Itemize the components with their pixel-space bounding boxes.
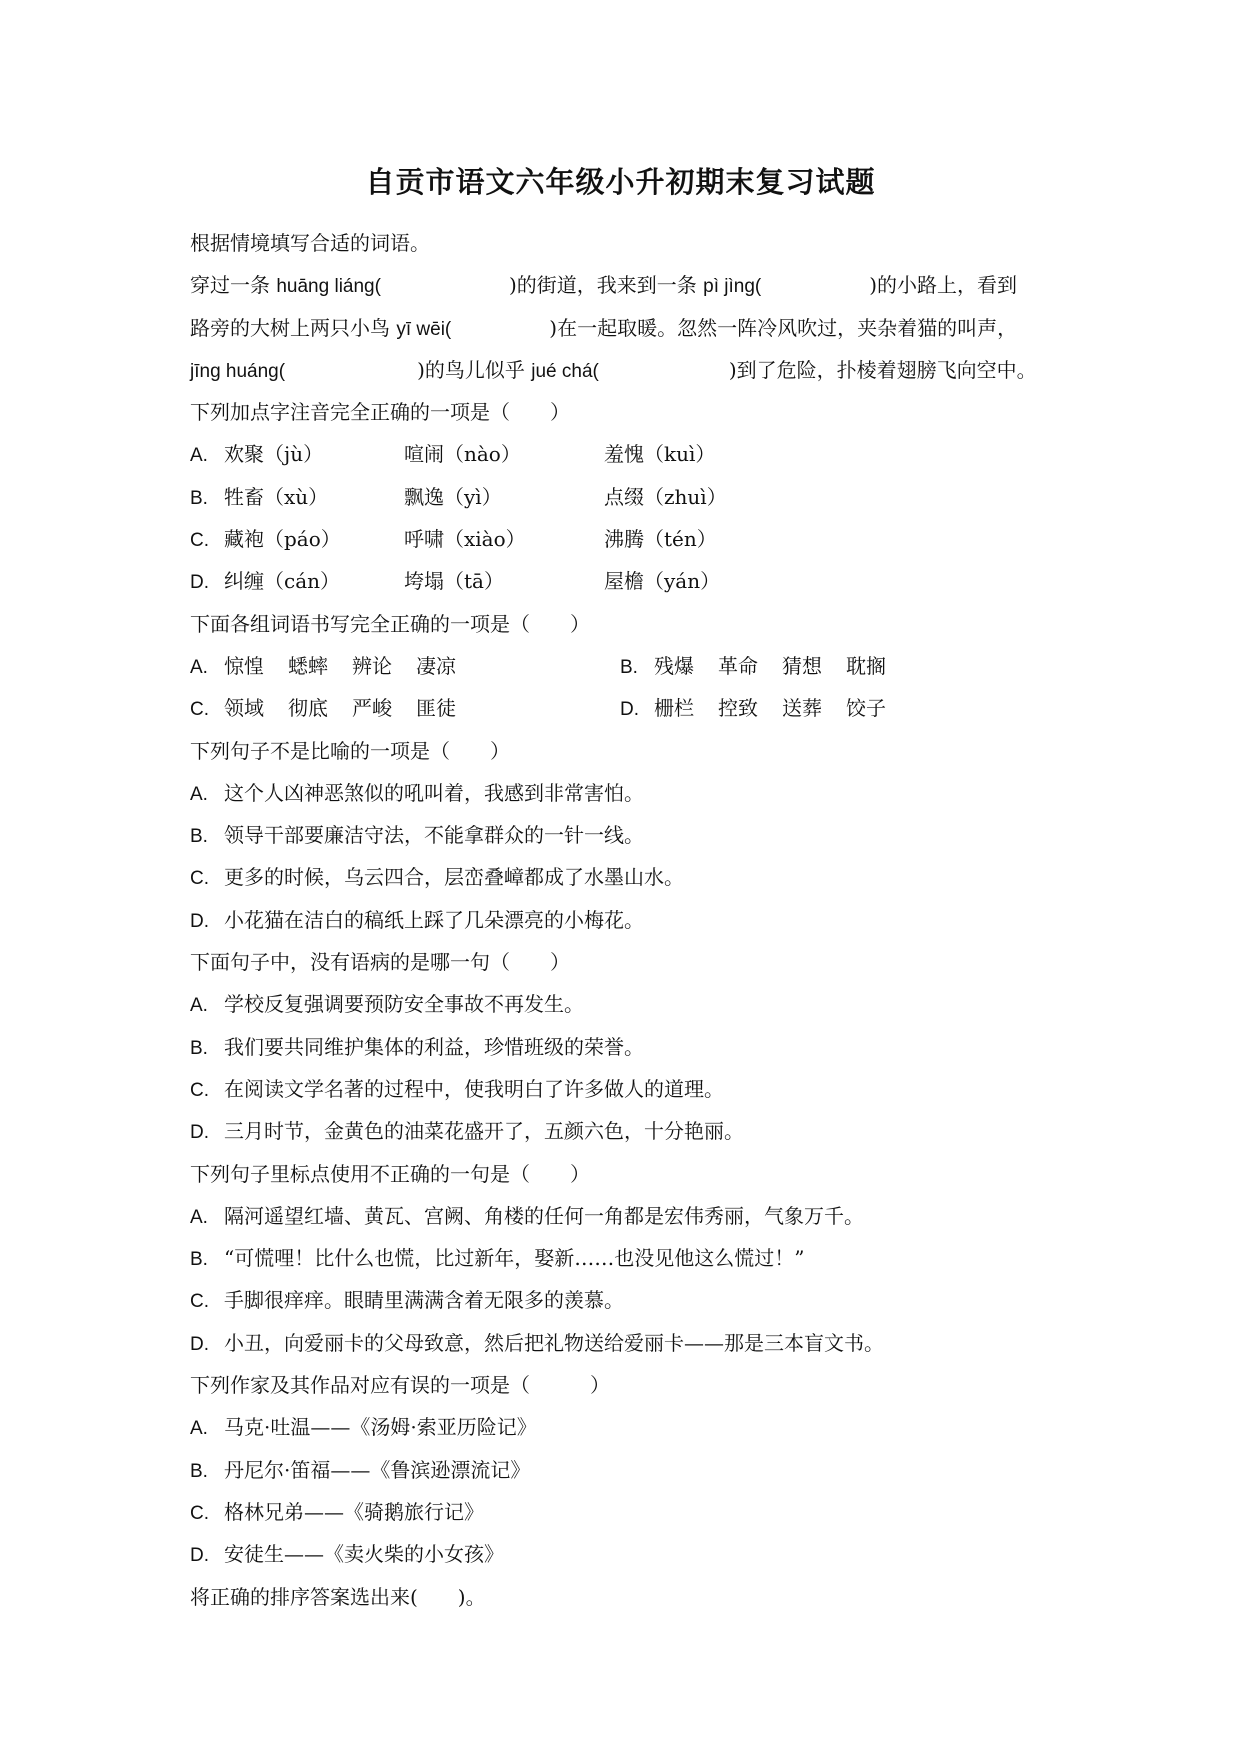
passage-line: 路旁的大树上两只小鸟 yī wēi( )在一起取暖。忽然一阵冷风吹过，夹杂着猫的叫声， [190, 315, 1018, 340]
option-row: B. “可慌哩！比什么也慌，比过新年，娶新……也没见他这么慌过！” [190, 1246, 805, 1271]
option-row: C. 格林兄弟——《骑鹅旅行记》 [190, 1499, 484, 1524]
option-row: A. 这个人凶神恶煞似的吼叫着，我感到非常害怕。 [190, 780, 644, 805]
option-row: D. 小丑，向爱丽卡的父母致意，然后把礼物送给爱丽卡——那是三本盲文书。 [190, 1330, 884, 1355]
question-stem: 下面各组词语书写完全正确的一项是（ ） [190, 611, 590, 636]
option-row: C. 手脚很痒痒。眼睛里满满含着无限多的羡慕。 [190, 1288, 624, 1313]
option-row: D. 三月时节，金黄色的油菜花盛开了，五颜六色，十分艳丽。 [190, 1119, 744, 1144]
question-stem: 下列句子不是比喻的一项是（ ） [190, 738, 510, 763]
option-row: A. 隔河遥望红墙、黄瓦、宫阙、角楼的任何一角都是宏伟秀丽，气象万千。 [190, 1203, 864, 1228]
option-row: A. 马克·吐温——《汤姆·索亚历险记》 [190, 1415, 537, 1440]
option-row: B. 领导干部要廉洁守法，不能拿群众的一针一线。 [190, 823, 644, 848]
question-stem: 下列句子里标点使用不正确的一句是（ ） [190, 1161, 590, 1186]
question-stem: 下面句子中，没有语病的是哪一句（ ） [190, 950, 570, 975]
option-row: D. 安徒生——《卖火柴的小女孩》 [190, 1542, 504, 1567]
option-row: B. 丹尼尔·笛福——《鲁滨逊漂流记》 [190, 1457, 531, 1482]
option-row: B. 牲畜（xù） 飘逸（yì） 点缀（zhuì） [190, 484, 727, 509]
option-row: C. 藏袍（páo） 呼啸（xiào） 沸腾（tén） [190, 527, 717, 552]
option-row: A. 学校反复强调要预防安全事故不再发生。 [190, 992, 584, 1017]
page-title: 自贡市语文六年级小升初期末复习试题 [365, 165, 876, 199]
passage-line: 穿过一条 huāng liáng( )的街道，我来到一条 pì jìng( )的小路上，看到 [190, 273, 1018, 298]
option-row: D. 小花猫在洁白的稿纸上踩了几朵漂亮的小梅花。 [190, 907, 644, 932]
option-row: C. 领域 彻底 严峻 匪徒 D. 栅栏 控致 送葬 饺子 [190, 696, 886, 721]
option-row: B. 我们要共同维护集体的利益，珍惜班级的荣誉。 [190, 1034, 644, 1059]
question-stem: 下列加点字注音完全正确的一项是（ ） [190, 400, 570, 425]
question-stem: 将正确的排序答案选出来( )。 [190, 1584, 486, 1609]
content [190, 222, 1060, 1618]
option-row: D. 纠缠（cán） 垮塌（tā） 屋檐（yán） [190, 569, 721, 594]
question-stem: 根据情境填写合适的词语。 [190, 231, 430, 255]
option-row: A. 惊惶 蟋蟀 辨论 凄凉 B. 残爆 革命 猜想 耽搁 [190, 653, 886, 678]
question-stem: 下列作家及其作品对应有误的一项是（ ） [190, 1373, 610, 1398]
option-row: C. 在阅读文学名著的过程中，使我明白了许多做人的道理。 [190, 1076, 724, 1101]
option-row: A. 欢聚（jù） 喧闹（nào） 羞愧（kuì） [190, 442, 716, 467]
option-row: C. 更多的时候，乌云四合，层峦叠嶂都成了水墨山水。 [190, 865, 684, 890]
passage-line: jīng huáng( )的鸟儿似乎 jué chá( )到了危险，扑棱着翅膀飞向空中。 [190, 357, 1037, 382]
